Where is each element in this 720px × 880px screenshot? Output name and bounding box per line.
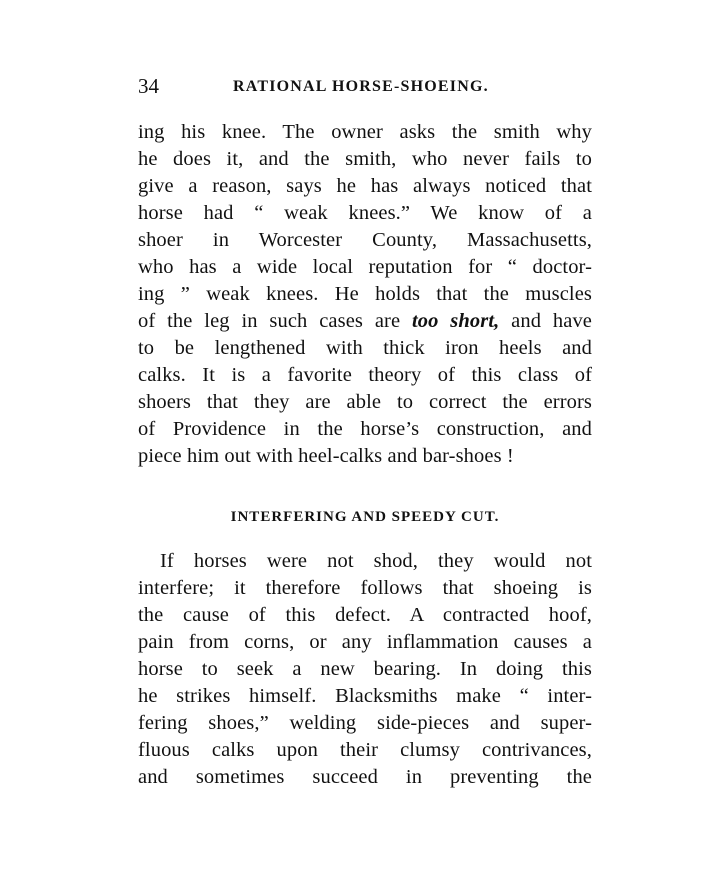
- text-line: and sometimes succeed in preventing the: [138, 766, 592, 788]
- text-line: of Providence in the horse’s construction, and: [138, 418, 592, 440]
- text-line: to be lengthened with thick iron heels and: [138, 337, 592, 359]
- text-line: give a reason, says he has always noticed that: [138, 175, 592, 197]
- text-line: shoers that they are able to correct the errors: [138, 391, 592, 413]
- text-line: he does it, and the smith, who never fails to: [138, 148, 592, 170]
- text-line: fluous calks upon their clumsy contrivances,: [138, 739, 592, 761]
- text-line: fering shoes,” welding side-pieces and super-: [138, 712, 592, 734]
- emphasis-text: too short,: [411, 310, 500, 332]
- paragraph-1: [138, 119, 592, 470]
- running-head: RATIONAL HORSE-SHOEING.: [233, 78, 489, 95]
- text-fragment: and have: [499, 310, 592, 332]
- page-header: [138, 74, 594, 98]
- text-line: horse had “ weak knees.” We know of a: [138, 202, 592, 224]
- text-line: who has a wide local reputation for “ doctor-: [138, 256, 592, 278]
- text-line: shoer in Worcester County, Massachusetts,: [138, 229, 592, 251]
- paragraph-2: [138, 548, 592, 791]
- text-line: ing his knee. The owner asks the smith why: [138, 121, 592, 143]
- text-line: the cause of this defect. A contracted hoof,: [138, 604, 592, 626]
- text-fragment: of the leg in such cases are: [138, 310, 412, 332]
- section-heading: INTERFERING AND SPEEDY CUT.: [230, 509, 500, 525]
- text-line: calks. It is a favorite theory of this class of: [138, 364, 592, 386]
- text-line: ing ” weak knees. He holds that the muscles: [138, 283, 592, 305]
- text-line: interfere; it therefore follows that shoeing is: [138, 577, 592, 599]
- text-line: horse to seek a new bearing. In doing this: [138, 658, 592, 680]
- text-line-with-emphasis: [138, 308, 592, 335]
- text-line: he strikes himself. Blacksmiths make “ inter-: [138, 685, 592, 707]
- text-line: If horses were not shod, they would not: [160, 550, 592, 572]
- text-line: piece him out with heel-calks and bar-shoes !: [138, 445, 514, 467]
- page-number: 34: [138, 74, 159, 98]
- text-line: pain from corns, or any inflammation causes a: [138, 631, 592, 653]
